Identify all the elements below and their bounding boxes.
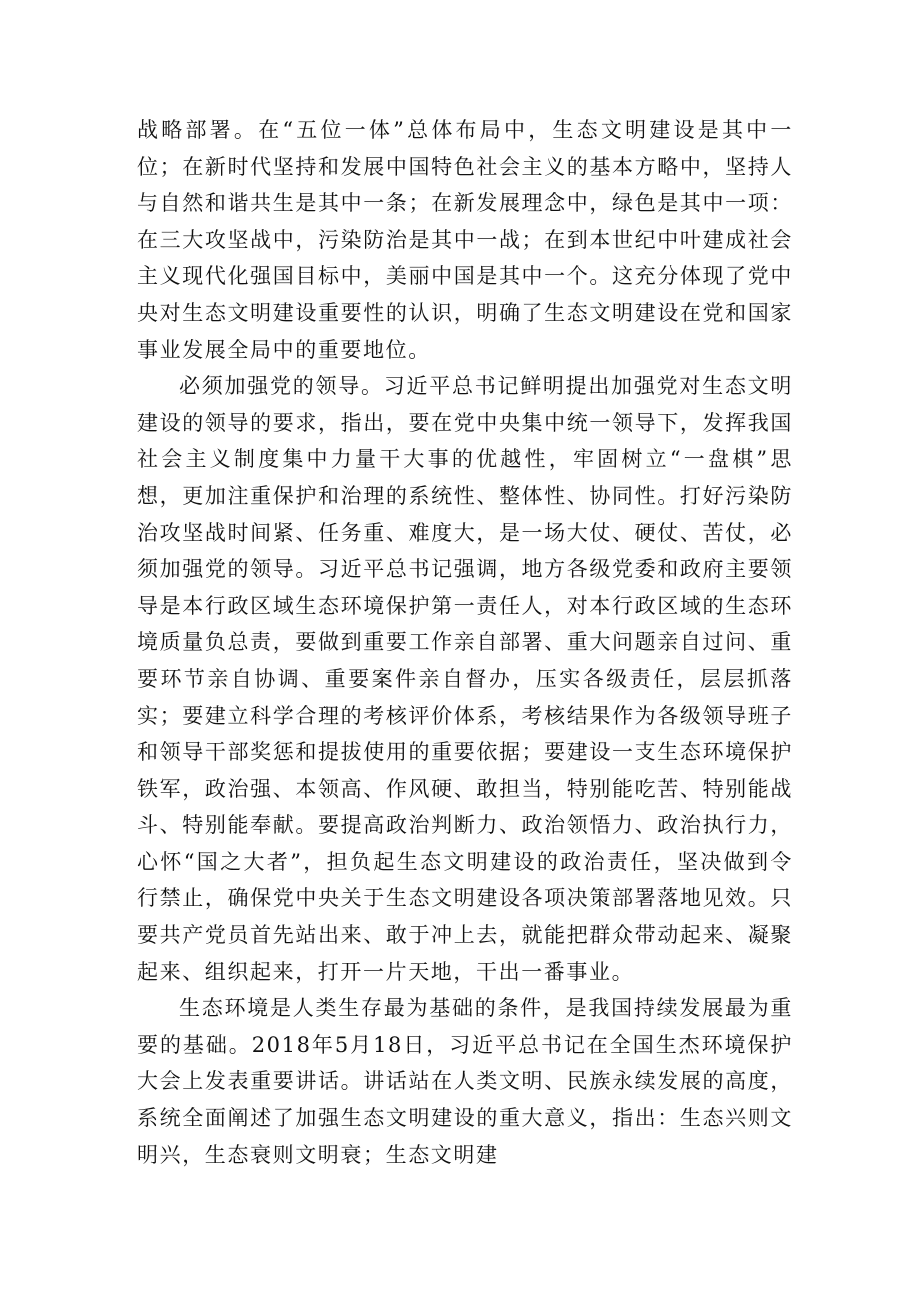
paragraph-ecological-environment: 生态环境是人类生存最为基础的条件，是我国持续发展最为重要的基础。2018年5月18日，习近平总书记在全国生杰环境保护大会上发表重要讲话。讲话站在人类文明、民族永续发展的高度，系统全面阐述了加强生态文明建设的重大意义，指出：生态兴则文明兴，生态衰则文明衰；生态文明建 [137, 996, 793, 1167]
paragraph-strategic-deployment: 战略部署。在“五位一体”总体布局中，生态文明建设是其中一位；在新时代坚持和发展中国特色社会主义的基本方略中，坚持人与自然和谐共生是其中一条；在新发展理念中，绿色是其中一项：在三大攻坚战中，污染防治是其中一战；在到本世纪中叶建成社会主义现代化强国目标中，美丽中国是其中一个。这充分体现了党中央对生态文明建设重要性的认识，明确了生态文明建设在党和国家事业发展全局中的重要地位。 [137, 118, 793, 362]
paragraph-party-leadership: 必须加强党的领导。习近平总书记鲜明提出加强党对生态文明建设的领导的要求，指出，要在党中央集中统一领导下，发挥我国社会主义制度集中力量干大事的优越性，牢固树立“一盘棋”思想，更加注重保护和治理的系统性、整体性、协同性。打好污染防治攻坚战时间紧、任务重、难度大，是一场大仗、硬仗、苦仗，必须加强党的领导。习近平总书记强调，地方各级党委和政府主要领导是本行政区域生态环境保护第一责任人，对本行政区域的生态环境质量负总责，要做到重要工作亲自部署、重大问题亲自过问、重要环节亲自协调、重要案件亲自督办，压实各级责任，层层抓落实；要建立科学合理的考核评价体系，考核结果作为各级领导班子和领导干部奖惩和提拔使用的重要依据；要建设一支生态环境保护铁军，政治强、本领高、作风硬、敢担当，特别能吃苦、特别能战斗、特别能奉献。要提高政治判断力、政治领悟力、政治执行力，心怀“国之大者”，担负起生态文明建设的政治责任，坚决做到令行禁止，确保党中央关于生态文明建设各项决策部署落地见效。只要共产党员首先站出来、敢于冲上去，就能把群众带动起来、凝聚起来、组织起来，打开一片天地，干出一番事业。 [137, 374, 793, 984]
document-body [137, 112, 793, 1173]
